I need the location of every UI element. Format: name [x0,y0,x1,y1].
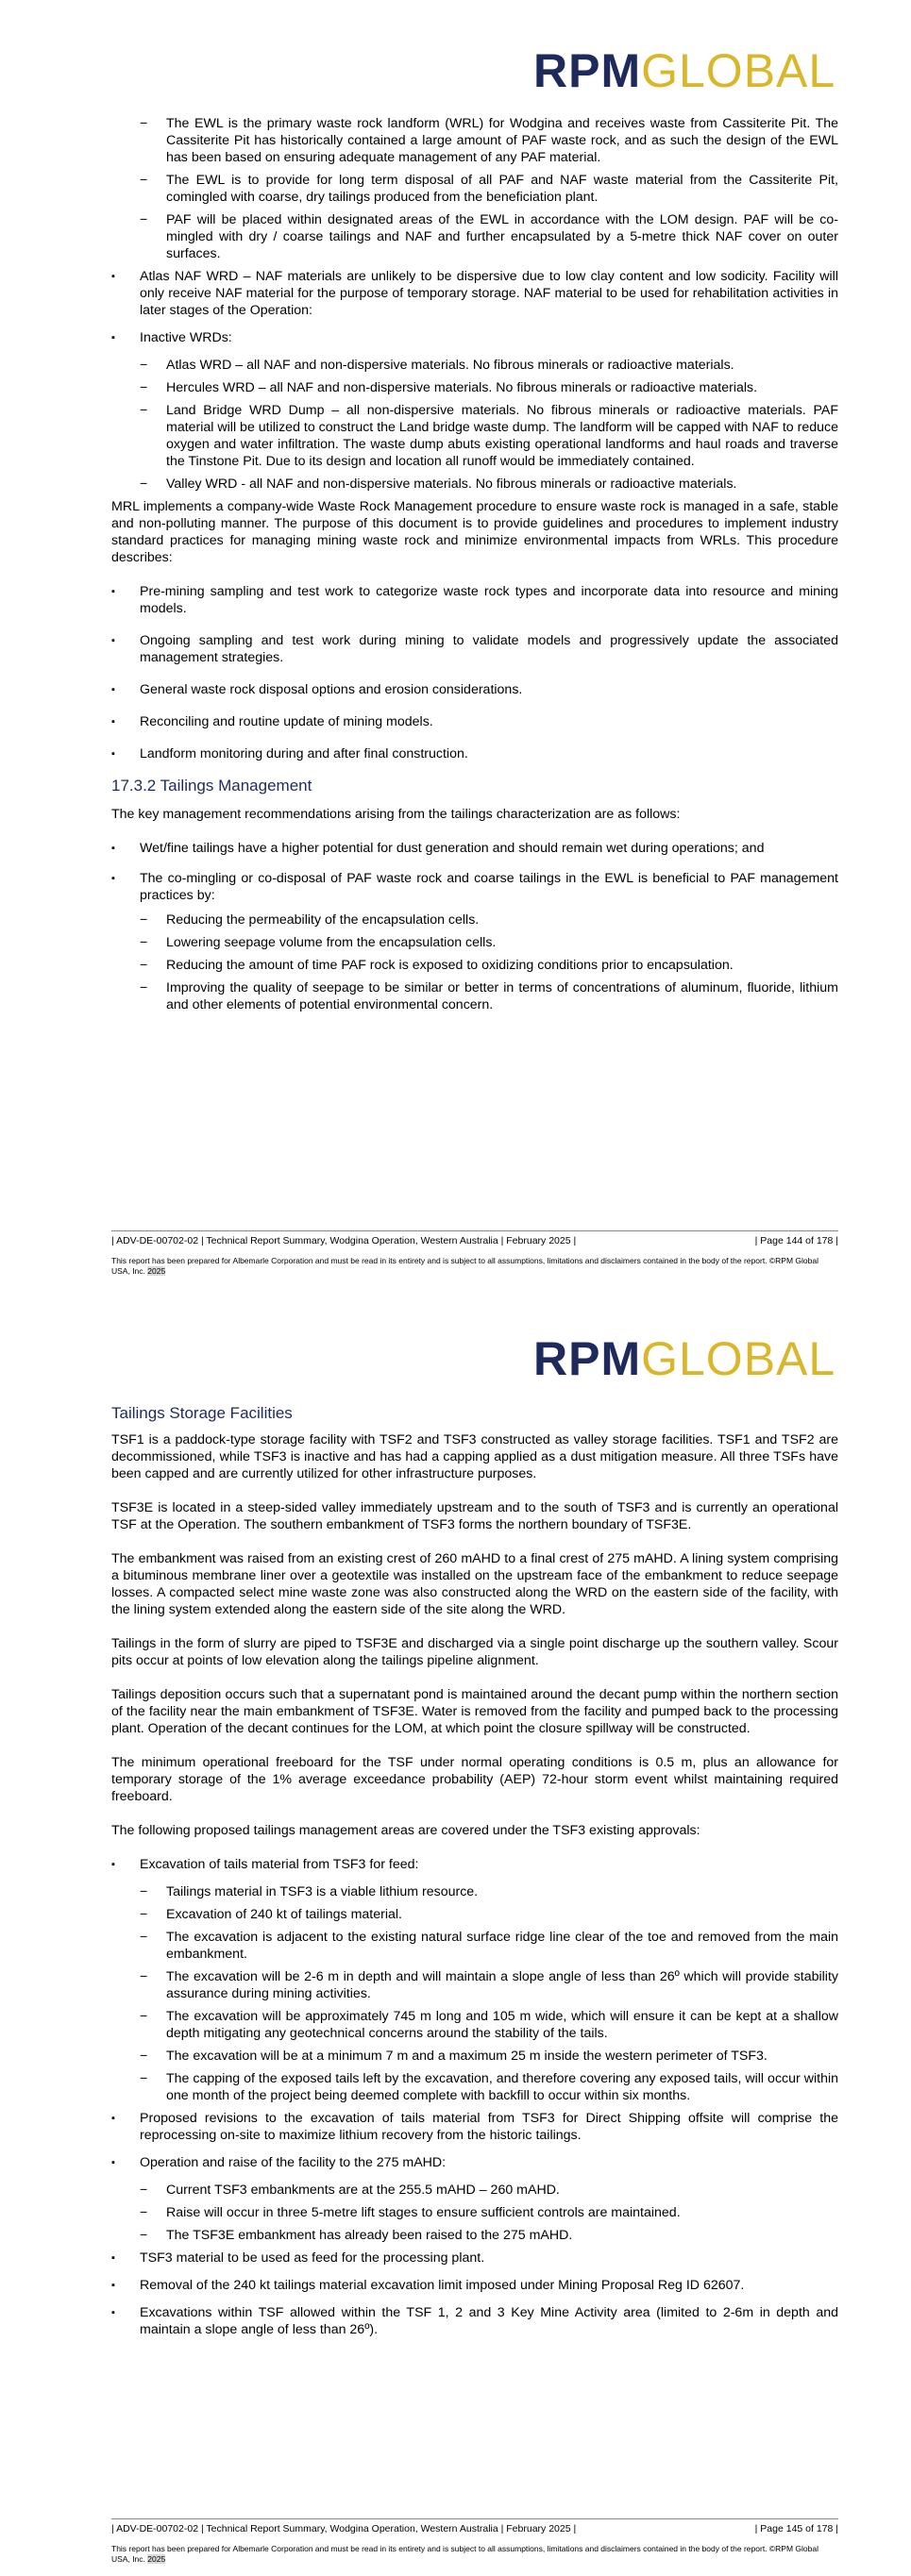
list-item: − Reducing the permeability of the encapsulation cells. [111,912,838,928]
list-item: ▪ TSF3 material to be used as feed for the processing plant. [111,2250,838,2267]
list-item: ▪ Atlas NAF WRD – NAF materials are unlikely to be dispersive due to low clay content and low sodicity. Facility will only receive NAF material for the purpose of temporary storage. NAF material to be used for rehabilitation activities in later stages of the Operation: [111,268,838,319]
section-heading: 17.3.2 Tailings Management [111,777,312,795]
list-item: ▪ Inactive WRDs: [111,329,838,346]
list-item: − Reducing the amount of time PAF rock is exposed to oxidizing conditions prior to encapsulation. [111,957,838,974]
footer-disclaimer: This report has been prepared for Albemarle Corporation and must be read in its entirety and is subject to all assumptions, limitations and disclaimers contained in the body of the report. ©RPM Global USA, Inc. 2025 [111,1256,818,1276]
list-item: − Land Bridge WRD Dump – all non-dispersive materials. No fibrous minerals or radioactive materials. PAF material will be utilized to construct the Land bridge waste dump. The landform will be capped with NAF to reduce oxygen and water infiltration. The waste dump abuts existing operational landforms and haul roads and traverse the Tinstone Pit. Due to its design and location all runoff would be immediately contained. [111,402,838,470]
list-item: ▪ Reconciling and routine update of mining models. [111,713,838,730]
list-item: ▪ Excavations within TSF allowed within the TSF 1, 2 and 3 Key Mine Activity area (limited to 2-6m in depth and maintain a slope angle of less than 26º). [111,2304,838,2338]
list-item: ▪ Landform monitoring during and after final construction. [111,745,838,762]
list-item: − Excavation of 240 kt of tailings material. [111,1906,838,1923]
page-145 [0,1288,911,2576]
list-item: − Tailings material in TSF3 is a viable lithium resource. [111,1883,838,1900]
list-item: ▪ Wet/fine tailings have a higher potential for dust generation and should remain wet during operations; and [111,840,838,857]
list-item: − PAF will be placed within designated areas of the EWL in accordance with the LOM design. PAF will be co-mingled with dry / coarse tailings and NAF and further encapsulated by a 5-metre thick NAF cover on outer surfaces. [111,211,838,262]
paragraph: The embankment was raised from an existing crest of 260 mAHD to a final crest of 275 mAHD. A lining system comprising a bituminous membrane liner over a geotextile was installed on the upstream face of the embankment to reduce seepage losses. A compacted select mine waste zone was also constructed along the WRD on the eastern side of the facility, with the lining system extended along the eastern side of the site along the WRD. [111,1551,838,1617]
page-content [111,115,838,1019]
mrl-paragraph: MRL implements a company-wide Waste Rock Management procedure to ensure waste rock is managed in a safe, stable and non-polluting manner. The purpose of this document is to provide guidelines and procedures to implement industry standard practices for managing mining waste rock and minimize environmental impacts from WRLs. This procedure describes: [111,499,838,565]
list-item: − The excavation will be approximately 745 m long and 105 m wide, which will ensure it can be kept at a shallow depth mitigating any geotechnical concerns around the stability of the tails. [111,2008,838,2042]
list-item: − The excavation is adjacent to the existing natural surface ridge line clear of the toe and removed from the main embankment. [111,1929,838,1963]
page-footer [111,1230,838,1277]
tailings-list [111,840,838,1013]
paragraph: TSF1 is a paddock-type storage facility with TSF2 and TSF3 constructed as valley storage facilities. TSF1 and TSF2 are decommissioned, while TSF3 is inactive and has had a capping applied as a dust mitigation measure. All three TSFs have been capped and are currently utilized for other infrastructure purposes. [111,1432,838,1481]
list-item: ▪ Pre-mining sampling and test work to categorize waste rock types and incorporate data into resource and mining models. [111,583,838,617]
list-item: − The EWL is the primary waste rock landform (WRL) for Wodgina and receives waste from Cassiterite Pit. The Cassiterite Pit has historically contained a large amount of PAF waste rock, and as such the design of the EWL has been based on ensuring adequate management of any PAF material. [111,115,838,166]
list-item: ▪ General waste rock disposal options and erosion considerations. [111,681,838,698]
paragraph: The following proposed tailings management areas are covered under the TSF3 existing approvals: [111,1823,700,1838]
page-footer [111,2518,838,2565]
footer-line [111,2518,838,2534]
page-content [111,1403,838,2349]
list-item: − The TSF3E embankment has already been raised to the 275 mAHD. [111,2227,838,2244]
tailings-intro: The key management recommendations arising from the tailings characterization are as follows: [111,807,681,822]
list-item: − The excavation will be at a minimum 7 m and a maximum 25 m inside the western perimeter of TSF3. [111,2048,838,2065]
list-item: − Lowering seepage volume from the encapsulation cells. [111,934,838,951]
footer-line [111,1230,838,1246]
paragraph: The minimum operational freeboard for the TSF under normal operating conditions is 0.5 m, plus an allowance for temporary storage of the 1% average exceedance probability (AEP) 72-hour storm event whilst maintaining required freeboard. [111,1755,838,1804]
list-item: ▪ Proposed revisions to the excavation of tails material from TSF3 for Direct Shipping offsite will comprise the reprocessing on-site to maximize lithium recovery from the historic tailings. [111,2110,838,2144]
waste-landform-list [111,115,838,493]
paragraph: Tailings deposition occurs such that a supernatant pond is maintained around the decant pump within the northern section of the facility near the main embankment of TSF3E. Water is removed from the facility and pumped back to the processing plant. Operation of the decant continues for the LOM, at which point the closure spillway will be constructed. [111,1687,838,1736]
list-item: − Raise will occur in three 5-metre lift stages to ensure sufficient controls are maintained. [111,2204,838,2221]
list-item: ▪ The co-mingling or co-disposal of PAF waste rock and coarse tailings in the EWL is beneficial to PAF management practices by: [111,870,838,904]
list-item: ▪ Operation and raise of the facility to the 275 mAHD: [111,2154,838,2171]
list-item: ▪ Ongoing sampling and test work during mining to validate models and progressively update the associated management strategies. [111,632,838,666]
footer-page-number: | Page 144 of 178 | [754,1235,838,1246]
list-item: − The EWL is to provide for long term disposal of all PAF and NAF waste material from the Cassiterite Pit, comingled with coarse, dry tailings produced from the beneficiation plant. [111,172,838,206]
list-item: − Atlas WRD – all NAF and non-dispersive materials. No fibrous minerals or radioactive materials. [111,357,838,374]
list-item: ▪ Excavation of tails material from TSF3 for feed: [111,1856,838,1873]
footer-disclaimer: This report has been prepared for Albemarle Corporation and must be read in its entirety and is subject to all assumptions, limitations and disclaimers contained in the body of the report. ©RPM Global USA, Inc. 2025 [111,2544,818,2564]
list-item: − The excavation will be 2-6 m in depth and will maintain a slope angle of less than 26º which will provide stability assurance during mining activities. [111,1968,838,2002]
rpm-global-logo: RPMGLOBAL [533,1332,836,1385]
paragraph: Tailings in the form of slurry are piped to TSF3E and discharged via a single point discharge up the southern valley. Scour pits occur at points of low elevation along the tailings pipeline alignment. [111,1636,838,1668]
list-item: − Valley WRD - all NAF and non-dispersive materials. No fibrous minerals or radioactive materials. [111,476,838,493]
footer-report-id: | ADV-DE-00702-02 | Technical Report Summary, Wodgina Operation, Western Australia | February 2025 | [111,1235,577,1246]
procedure-list [111,583,838,762]
list-item: − Current TSF3 embankments are at the 255.5 mAHD – 260 mAHD. [111,2182,838,2199]
list-item: − The capping of the exposed tails left by the excavation, and therefore covering any exposed tails, will occur within one month of the project being deemed complete with backfill to occur within six months. [111,2070,838,2104]
rpm-global-logo: RPMGLOBAL [533,44,836,97]
list-item: − Hercules WRD – all NAF and non-dispersive materials. No fibrous minerals or radioactive materials. [111,379,838,396]
list-item: − Improving the quality of seepage to be similar or better in terms of concentrations of aluminum, fluoride, lithium and other elements of potential environmental concern. [111,979,838,1013]
footer-report-id: | ADV-DE-00702-02 | Technical Report Summary, Wodgina Operation, Western Australia | February 2025 | [111,2523,577,2534]
paragraph: TSF3E is located in a steep-sided valley immediately upstream and to the south of TSF3 and is currently an operational TSF at the Operation. The southern embankment of TSF3 forms the northern boundary of TSF3E. [111,1500,838,1532]
section-heading: Tailings Storage Facilities [111,1404,293,1422]
footer-page-number: | Page 145 of 178 | [754,2523,838,2534]
tailings-management-list [111,1856,838,2338]
list-item: ▪ Removal of the 240 kt tailings material excavation limit imposed under Mining Proposal Reg ID 62607. [111,2277,838,2294]
